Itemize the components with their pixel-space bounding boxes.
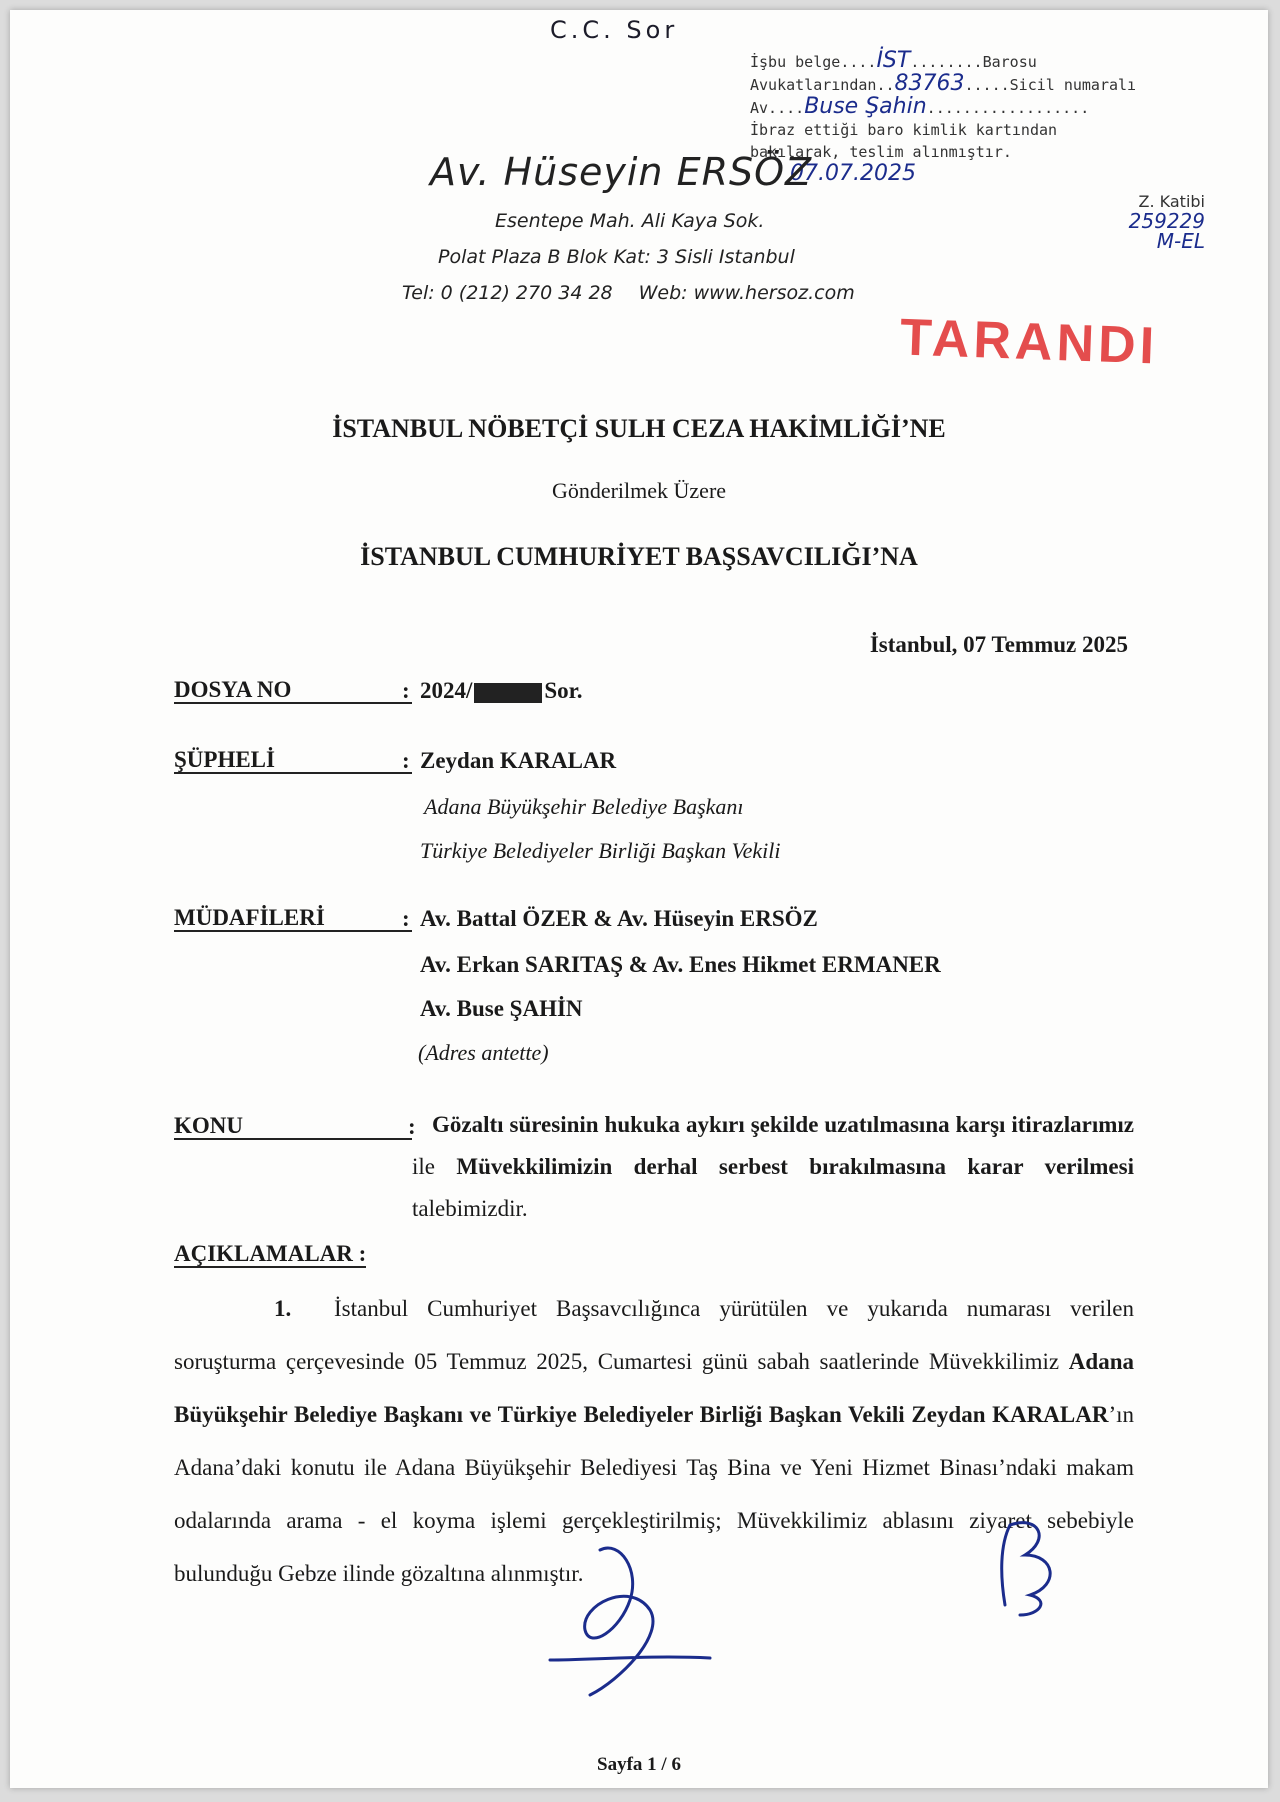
page-number: Sayfa 1 / 6 (597, 1754, 681, 1775)
letterhead-web: Web: www.hersoz.com (638, 282, 855, 304)
stamp-handwriting: Buse Şahin (804, 94, 927, 119)
dosya-prefix: 2024/ (420, 678, 473, 703)
letterhead-address-line2: Polat Plaza B Blok Kat: 3 Sisli Istanbul (438, 246, 795, 268)
mudafi-line2: Av. Erkan SARITAŞ & Av. Enes Hikmet ERMANER (420, 952, 941, 977)
clerk-signature (1095, 192, 1205, 251)
handwritten-note: C.C. Sor (550, 16, 679, 44)
letterhead-address-line1: Esentepe Mah. Ali Kaya Sok. (495, 210, 765, 232)
supheli-title2: Türkiye Belediyeler Birliği Başkan Vekili (420, 838, 781, 863)
konu-label: KONU (174, 1114, 412, 1140)
stamp-handwriting: 83763 (894, 71, 965, 96)
konu-bold1: Gözaltı süresinin hukuka aykırı şekilde uzatılmasına karşı itirazlarımız (432, 1112, 1134, 1137)
field-colon: : (402, 748, 410, 773)
supheli-title1: Adana Büyükşehir Belediye Başkanı (424, 794, 744, 819)
stamp-text: İşbu belge (750, 53, 841, 71)
aciklamalar-label: AÇIKLAMALAR : (174, 1241, 367, 1266)
konu-text1: ile (412, 1154, 457, 1179)
scanned-stamp: TARANDI (899, 308, 1160, 376)
document-date: İstanbul, 07 Temmuz 2025 (869, 632, 1128, 657)
clerk-number: 259229 (1128, 209, 1205, 233)
second-signature (970, 1515, 1090, 1625)
letterhead-contact (402, 282, 855, 304)
court-heading: İSTANBUL NÖBETÇİ SULH CEZA HAKİMLİĞİ’NE (332, 414, 946, 443)
mudafi-line1: Av. Battal ÖZER & Av. Hüseyin ERSÖZ (420, 906, 818, 931)
mudafi-line3: Av. Buse ŞAHİN (420, 996, 583, 1021)
lawyer-signature (530, 1510, 730, 1710)
stamp-text: Avukatlarından (750, 76, 877, 94)
paragraph-number: 1. (274, 1296, 292, 1321)
field-colon: : (402, 906, 410, 931)
letterhead-name: Av. Hüseyin ERSÖZ (430, 150, 813, 194)
paragraph-bold: Adana Büyükşehir Belediye Başkanı ve Türkiye Belediyeler Birliği Başkan Vekili Zeydan KARALAR (174, 1349, 1134, 1427)
paragraph-text: ’ın Adana’daki konutu ile Adana Büyükşehir Belediyesi Taş Bina ve Yeni Hizmet Binası’ndaki makam odalarında arama - el koyma işlemi gerçekleştirilmiş; Müvekkilimiz ablasını ziyaret sebebiyle bulunduğu Gebze ilinde gözaltına alınmıştır. (174, 1402, 1134, 1586)
mudafi-label: MÜDAFİLERİ (174, 906, 412, 932)
field-colon: : (408, 1114, 416, 1139)
stamp-text: Av. (750, 99, 778, 117)
stamp-text: Barosu (982, 53, 1037, 71)
document-page (10, 10, 1268, 1788)
stamp-handwriting: İST (876, 48, 911, 73)
prosecutor-heading: İSTANBUL CUMHURİYET BAŞSAVCILIĞI’NA (360, 542, 918, 571)
dosya-suffix: Sor. (544, 678, 583, 703)
clerk-initials: M-EL (1156, 229, 1205, 253)
supheli-name: Zeydan KARALAR (420, 748, 617, 773)
supheli-label: ŞÜPHELİ (174, 748, 412, 774)
field-colon: : (402, 678, 410, 703)
letterhead-phone: Tel: 0 (212) 270 34 28 (402, 282, 613, 304)
konu-text2: talebimizdir. (412, 1196, 528, 1221)
reception-stamp: İşbu belge....İST........Barosu Avukatlarından..83763.....Sicil numaralı Av....Buse Şahin.................. İbraz ettiği baro kimlik kartından bakılarak, teslim alınmıştır. 07.07.2025 (750, 50, 1200, 186)
forwarding-note: Gönderilmek Üzere (551, 478, 727, 503)
stamp-text: bakılarak, teslim alınmıştır. (750, 143, 1012, 161)
dosya-label: DOSYA NO (174, 678, 412, 704)
mudafi-address-note: (Adres antette) (418, 1040, 549, 1065)
stamp-date: 07.07.2025 (790, 161, 916, 186)
paragraph-text: İstanbul Cumhuriyet Başsavcılığınca yürütülen ve yukarıda numarası verilen soruşturma çerçevesinde 05 Temmuz 2025, Cumartesi günü sabah saatlerinde Müvekkilimiz (174, 1296, 1134, 1374)
clerk-label: Z. Katibi (1138, 192, 1205, 211)
dosya-value (420, 678, 583, 704)
stamp-text: Sicil numaralı (1009, 76, 1137, 94)
konu-text (412, 1104, 1134, 1230)
stamp-text: İbraz ettiği baro kimlik kartından (750, 121, 1058, 139)
konu-bold2: Müvekkilimizin derhal serbest bırakılmasına karar verilmesi (456, 1154, 1134, 1179)
redaction-bar (474, 683, 542, 703)
